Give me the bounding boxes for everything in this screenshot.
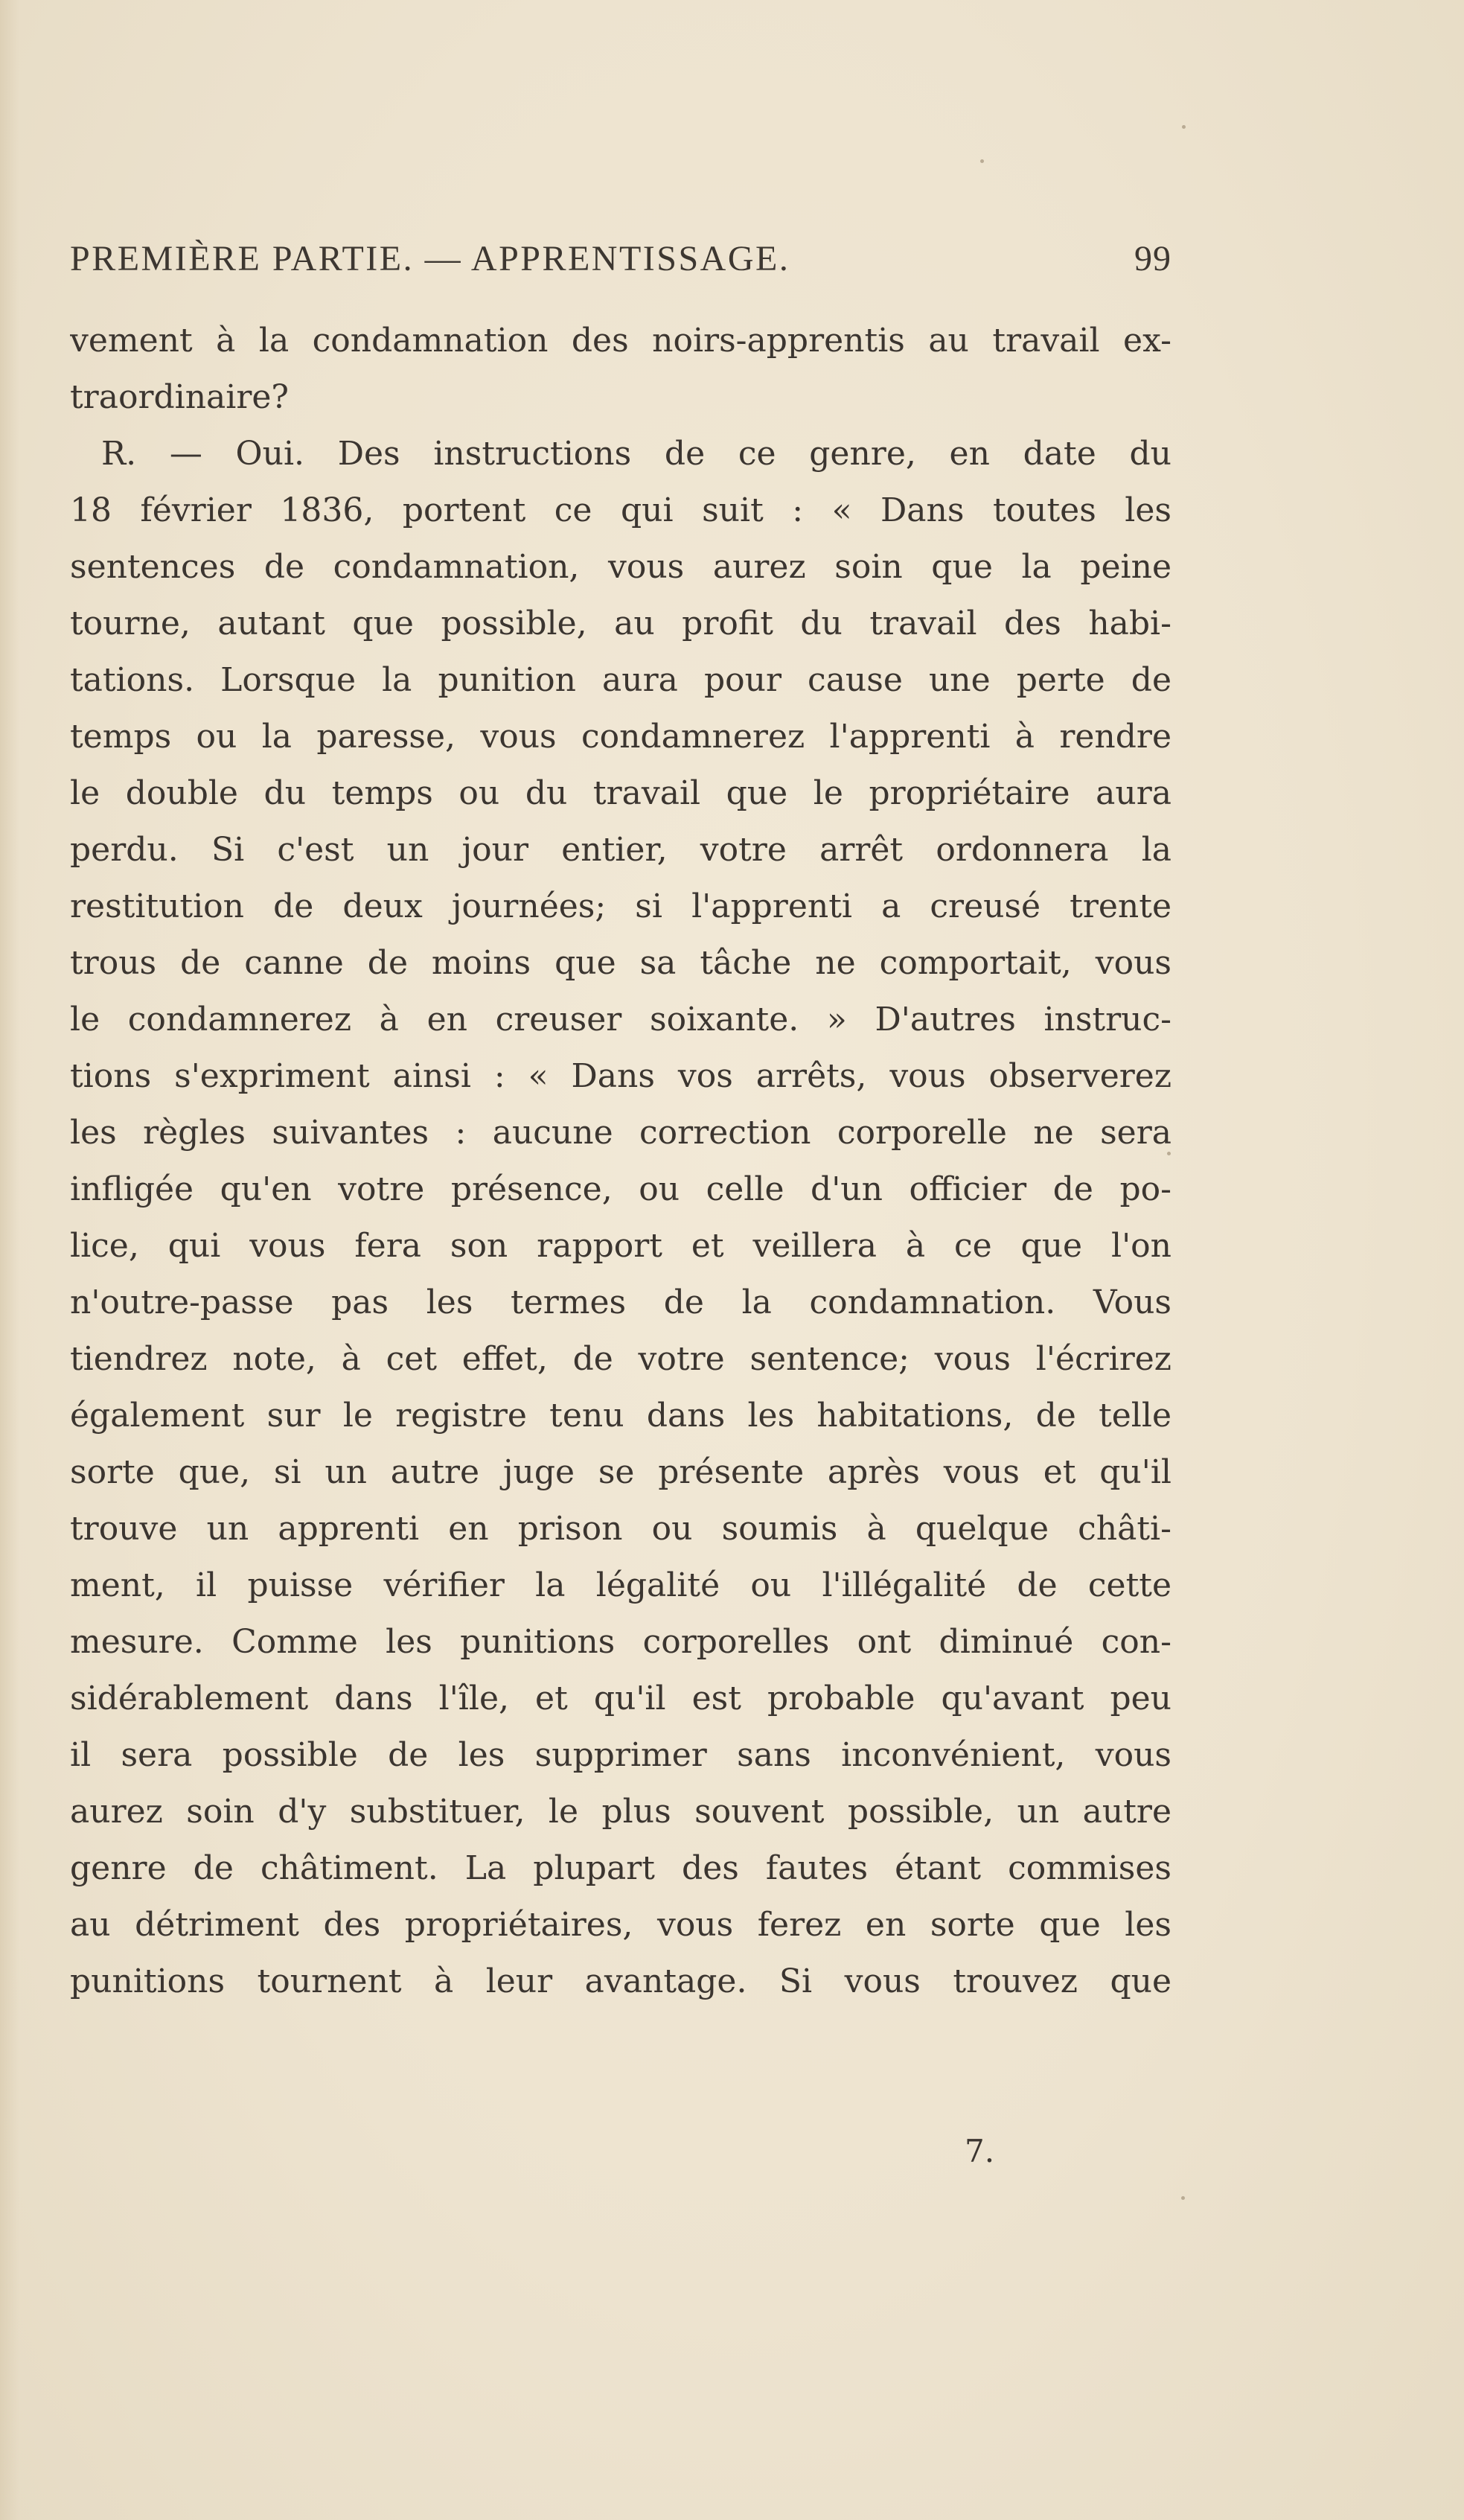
text-block	[70, 238, 1171, 2010]
paper-speck	[980, 159, 984, 163]
text-line: sentences de condamnation, vous aurez soin que la peine	[70, 548, 1171, 586]
text-line: traordinaire?	[70, 378, 290, 416]
text-line: infligée qu'en votre présence, ou celle d'un officier de po-	[70, 1170, 1171, 1208]
text-line: restitution de deux journées; si l'apprenti a creusé trente	[70, 887, 1171, 925]
text-line: sorte que, si un autre juge se présente après vous et qu'il	[70, 1453, 1171, 1491]
text-line: vement à la condamnation des noirs-apprentis au travail ex-	[70, 322, 1171, 360]
text-line: trous de canne de moins que sa tâche ne comportait, vous	[70, 944, 1171, 982]
body-text	[70, 313, 1171, 2010]
text-line: 18 février 1836, portent ce qui suit : « Dans toutes les	[70, 491, 1171, 529]
text-line: tiendrez note, à cet effet, de votre sentence; vous l'écrirez	[70, 1340, 1171, 1378]
text-line: tions s'expriment ainsi : « Dans vos arrêts, vous observerez	[70, 1057, 1171, 1095]
text-line: trouve un apprenti en prison ou soumis à quelque châti-	[70, 1510, 1171, 1548]
text-line: mesure. Comme les punitions corporelles ont diminué con-	[70, 1623, 1171, 1661]
paper-speck	[1182, 125, 1186, 129]
text-line: les règles suivantes : aucune correction corporelle ne sera	[70, 1114, 1171, 1152]
text-line: aurez soin d'y substituer, le plus souvent possible, un autre	[70, 1793, 1171, 1831]
text-line: tourne, autant que possible, au profit du travail des habi-	[70, 605, 1171, 642]
text-line: perdu. Si c'est un jour entier, votre arrêt ordonnera la	[70, 831, 1171, 869]
text-line: le double du temps ou du travail que le propriétaire aura	[70, 774, 1171, 812]
running-title: PREMIÈRE PARTIE. — APPRENTISSAGE.	[70, 239, 790, 278]
signature-mark: 7.	[965, 2133, 995, 2169]
text-line: genre de châtiment. La plupart des fautes étant commises	[70, 1849, 1171, 1887]
text-line: ment, il puisse vérifier la légalité ou l'illégalité de cette	[70, 1566, 1171, 1604]
text-line: temps ou la paresse, vous condamnerez l'apprenti à rendre	[70, 718, 1171, 756]
paper-speck	[1167, 1152, 1171, 1155]
running-head	[70, 238, 1171, 313]
text-line: il sera possible de les supprimer sans inconvénient, vous	[70, 1736, 1171, 1774]
text-line: R. — Oui. Des instructions de ce genre, en date du	[101, 435, 1171, 473]
text-line: lice, qui vous fera son rapport et veillera à ce que l'on	[70, 1227, 1171, 1265]
text-line: punitions tournent à leur avantage. Si vous trouvez que	[70, 1962, 1171, 2000]
text-line: au détriment des propriétaires, vous ferez en sorte que les	[70, 1906, 1171, 1944]
page-number: 99	[1134, 239, 1171, 278]
text-line: n'outre-passe pas les termes de la condamnation. Vous	[70, 1283, 1171, 1321]
text-line: sidérablement dans l'île, et qu'il est probable qu'avant peu	[70, 1680, 1171, 1717]
paper-speck	[1181, 2196, 1185, 2200]
text-line: également sur le registre tenu dans les habitations, de telle	[70, 1397, 1171, 1435]
text-line: tations. Lorsque la punition aura pour cause une perte de	[70, 661, 1171, 699]
text-line: le condamnerez à en creuser soixante. » D'autres instruc-	[70, 1001, 1171, 1039]
